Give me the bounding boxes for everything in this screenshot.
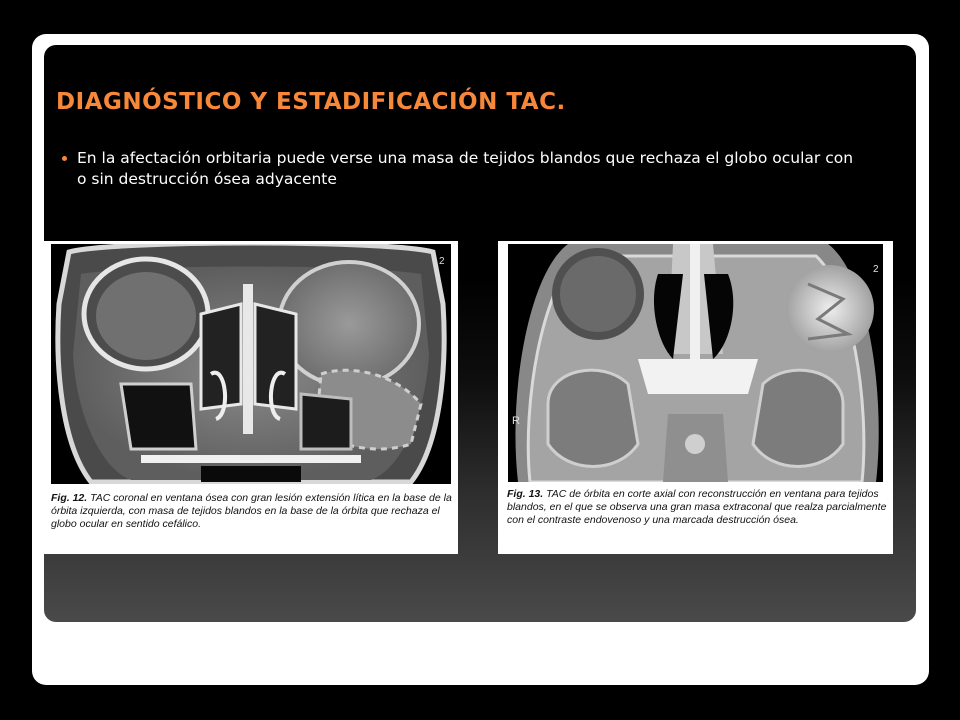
bullet-text: En la afectación orbitaria puede verse una masa de tejidos blandos que rechaza el globo ocular con o sin destrucción ósea adyacente <box>77 149 854 188</box>
image-tag: 2 <box>439 256 445 267</box>
figure-caption <box>507 488 887 527</box>
figure-caption <box>51 492 453 531</box>
caption-text: TAC de órbita en corte axial con reconstrucción en ventana para tejidos blandos, en el que se observa una gran masa extraconal que realza parcialmente con el contraste endovenoso y una marcada destrucción ósea. <box>507 488 887 526</box>
coronal-ct-image <box>51 244 451 484</box>
bullet-item <box>56 148 856 190</box>
figure-label: Fig. 13. <box>507 488 544 500</box>
axial-ct-image <box>508 244 883 482</box>
figure-axial-ct <box>498 241 893 554</box>
caption-text: TAC coronal en ventana ósea con gran lesión extensión lítica en la base de la órbita izquierda, con masa de tejidos blandos en la base de la órbita que rechaza el globo ocular en sentido cefálico. <box>51 492 452 530</box>
figure-label: Fig. 12. <box>51 492 88 504</box>
slide-panel <box>44 45 916 622</box>
bullet-dot-icon <box>62 156 67 161</box>
slide-title: DIAGNÓSTICO Y ESTADIFICACIÓN TAC. <box>56 89 566 115</box>
image-tag: 2 <box>873 264 879 275</box>
figure-coronal-ct <box>44 241 458 554</box>
side-marker: R <box>512 415 520 427</box>
